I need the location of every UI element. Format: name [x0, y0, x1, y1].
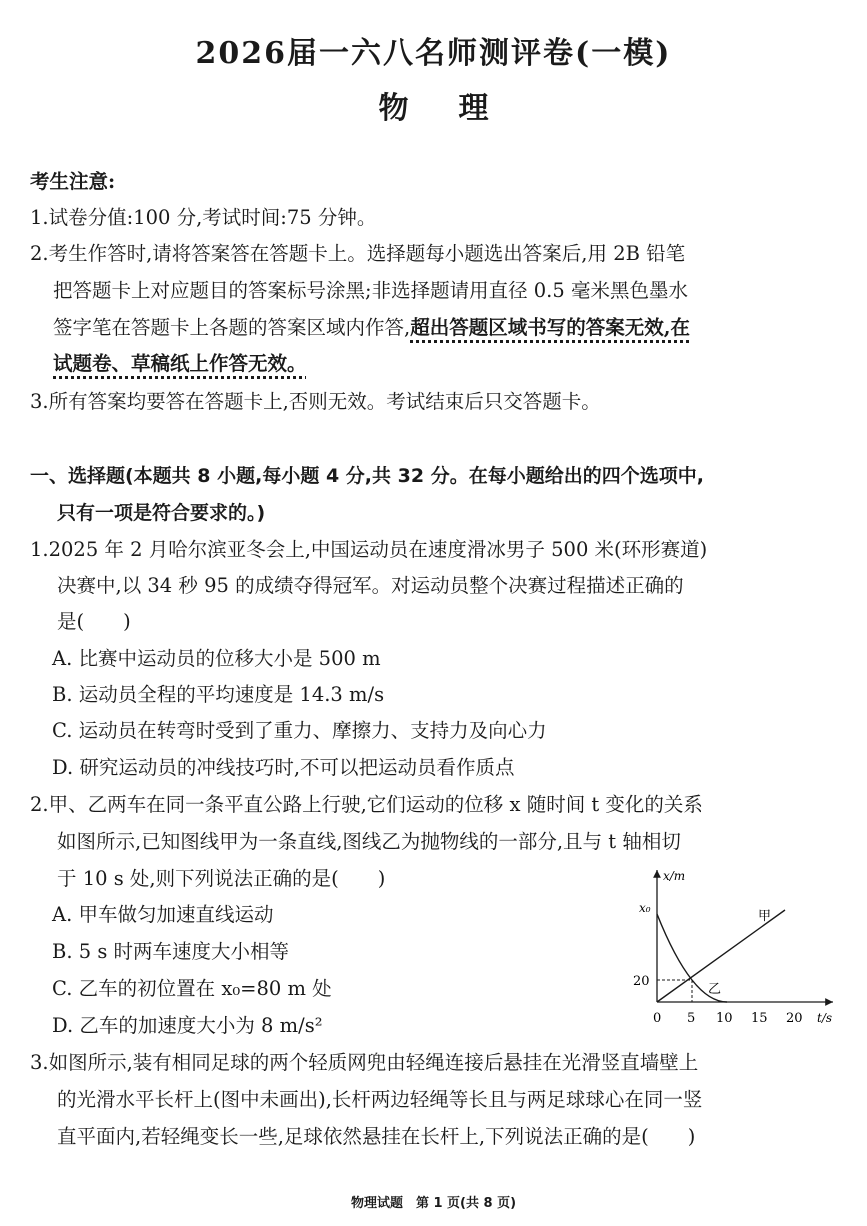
line-jia-label: 甲: [758, 909, 772, 924]
q1-option-a: A. 比赛中运动员的位移大小是 500 m: [52, 647, 381, 670]
notice-emphasis-1: 超出答题区域书写的答案无效,在: [410, 316, 690, 339]
x-axis-label: t/s: [817, 1011, 833, 1025]
x-tick-0: 0: [653, 1011, 662, 1026]
q2-stem-line-2: 如图所示,已知图线甲为一条直线,图线乙为抛物线的一部分,且与 t 轴相切: [57, 830, 681, 853]
section-1-heading-line-2: 只有一项是符合要求的。): [57, 502, 266, 524]
q2-stem-line-3: 于 10 s 处,则下列说法正确的是( ): [57, 867, 386, 890]
notice-item-2-line-1: 2.考生作答时,请将答案答在答题卡上。选择题每小题选出答案后,用 2B 铅笔: [30, 242, 686, 265]
q1-stem-line-2: 决赛中,以 34 秒 95 的成绩夺得冠军。对运动员整个决赛过程描述正确的: [57, 574, 684, 597]
notice-item-2-line-2: 把答题卡上对应题目的答案标号涂黑;非选择题请用直径 0.5 毫米黑色墨水: [53, 279, 688, 302]
q1-option-c: C. 运动员在转弯时受到了重力、摩擦力、支持力及向心力: [52, 719, 547, 742]
notice-emphasis-2: 试题卷、草稿纸上作答无效。: [53, 352, 307, 375]
q3-stem-line-2: 的光滑水平长杆上(图中未画出),长杆两边轻绳等长且与两足球球心在同一竖: [57, 1088, 703, 1111]
notice-item-1: 1.试卷分值:100 分,考试时间:75 分钟。: [30, 206, 377, 229]
x-tick-5: 5: [687, 1011, 696, 1026]
y-axis-label: x/m: [663, 869, 686, 883]
page-footer: 物理试题 第 1 页(共 8 页): [350, 1196, 517, 1211]
exam-title: 2026届一六八名师测评卷(一模): [195, 36, 672, 71]
q2-option-d: D. 乙车的加速度大小为 8 m/s²: [52, 1014, 323, 1037]
x-tick-15: 15: [751, 1011, 768, 1026]
subject-title: 物理: [378, 91, 539, 126]
notice-heading: 考生注意:: [30, 170, 116, 193]
q2-stem-line-1: 2.甲、乙两车在同一条平直公路上行驶,它们运动的位移 x 随时间 t 变化的关系: [30, 793, 703, 816]
x-tick-20: 20: [786, 1011, 803, 1026]
notice-item-2-line-3: [53, 316, 690, 340]
q2-xt-graph: [625, 862, 840, 1032]
q1-stem-line-1: 1.2025 年 2 月哈尔滨亚冬会上,中国运动员在速度滑冰男子 500 米(环形赛道): [30, 538, 708, 561]
curve-yi-label: 乙: [708, 982, 722, 997]
x-tick-10: 10: [716, 1011, 733, 1026]
q3-stem-line-3: 直平面内,若轻绳变长一些,足球依然悬挂在长杆上,下列说法正确的是( ): [57, 1125, 696, 1148]
q2-option-b: B. 5 s 时两车速度大小相等: [52, 940, 290, 963]
q1-option-b: B. 运动员全程的平均速度是 14.3 m/s: [52, 683, 385, 706]
q2-option-a: A. 甲车做匀加速直线运动: [52, 903, 274, 926]
q1-option-d: D. 研究运动员的冲线技巧时,不可以把运动员看作质点: [52, 756, 515, 779]
y-tick-x0: x₀: [639, 901, 651, 915]
notice-item-3: 3.所有答案均要答在答题卡上,否则无效。考试结束后只交答题卡。: [30, 390, 601, 413]
notice-item-2-line-3a: 签字笔在答题卡上各题的答案区域内作答,: [53, 316, 411, 339]
q3-stem-line-1: 3.如图所示,装有相同足球的两个轻质网兜由轻绳连接后悬挂在光滑竖直墙壁上: [30, 1051, 699, 1074]
q2-option-c: C. 乙车的初位置在 x₀=80 m 处: [52, 977, 332, 1000]
section-1-heading-line-1: 一、选择题(本题共 8 小题,每小题 4 分,共 32 分。在每小题给出的四个选项中,: [30, 465, 704, 487]
y-tick-20: 20: [633, 974, 650, 989]
q1-stem-line-3: 是( ): [57, 610, 131, 633]
